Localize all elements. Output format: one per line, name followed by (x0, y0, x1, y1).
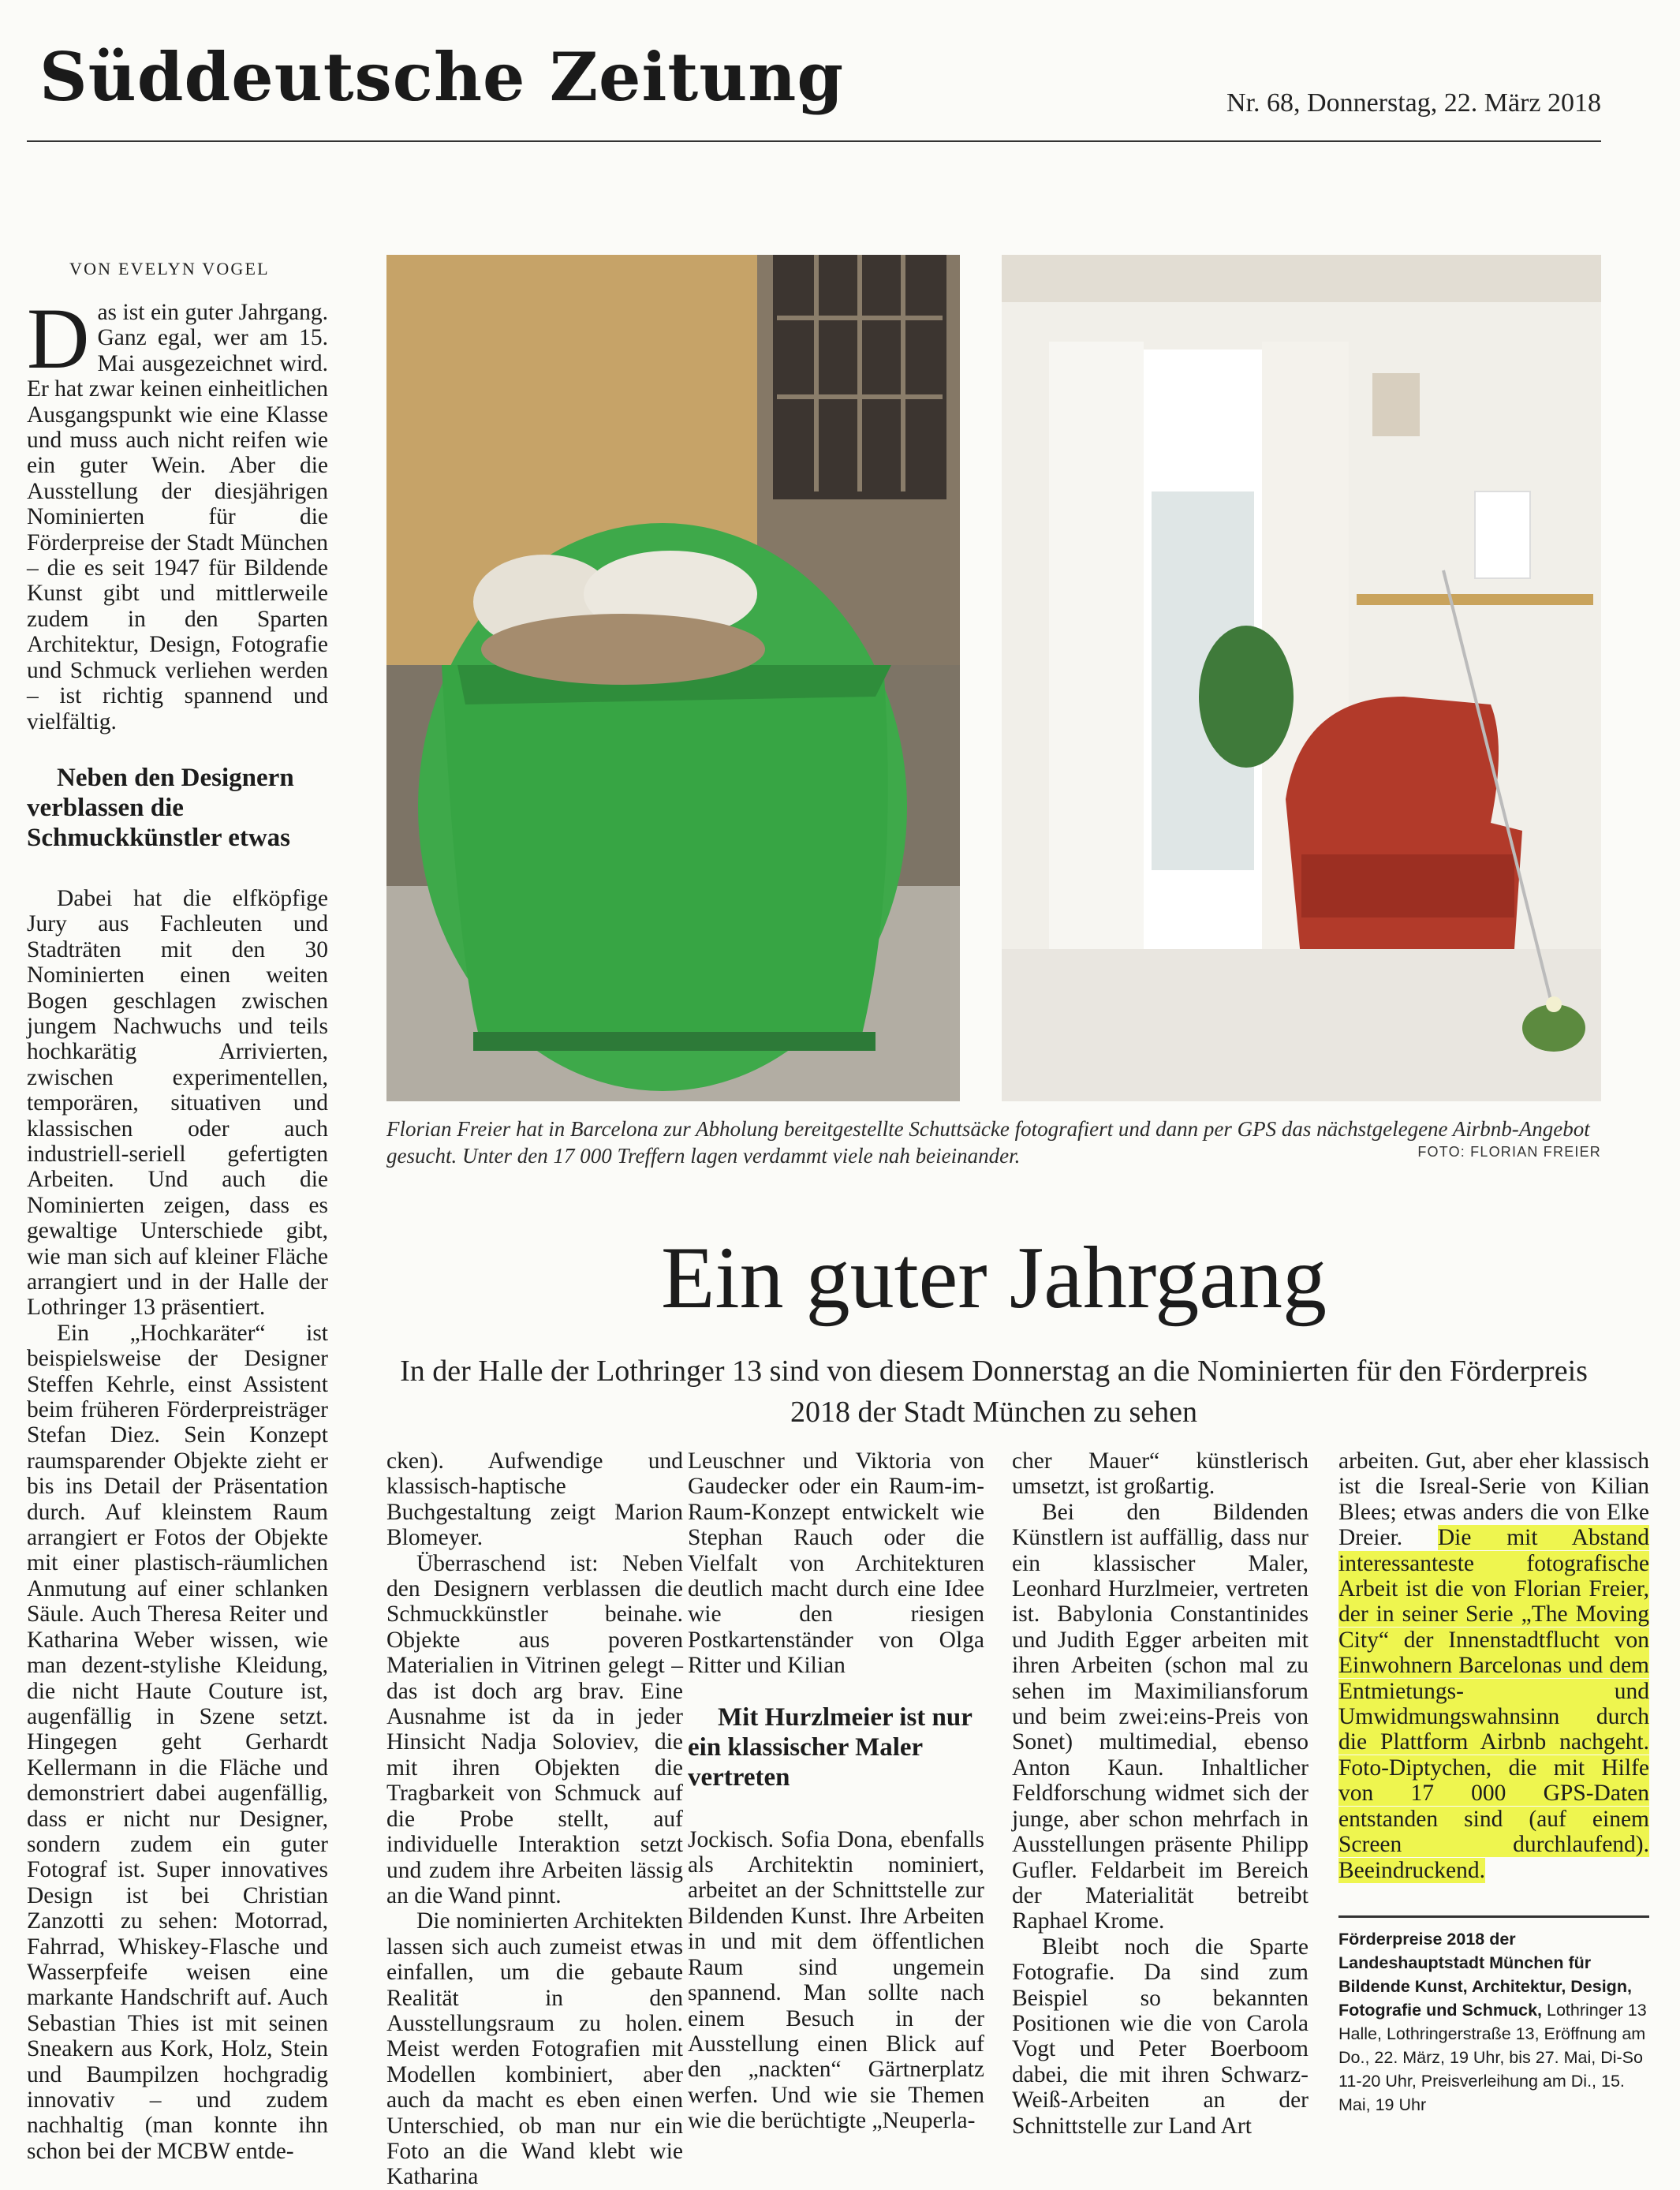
photo-credit: FOTO: FLORIAN FREIER (1417, 1144, 1601, 1160)
info-title: Förderpreise 2018 der Landeshauptstadt München für Bildende Kunst, Architektur, Design, Fotografie und Schmuck, (1338, 1930, 1632, 2020)
lead-text: as ist ein guter Jahrgang. Ganz egal, wer am 15. Mai ausgezeichnet wird. Er hat zwar keinen einheitlichen Ausgangspunkt wie eine Klasse und muss auch nicht reifen wie ein guter Wein. Aber die Ausstellung der diesjährigen Nominierten für die Förderpreise der Stadt München – die es seit 1947 für Bildende Kunst gibt und mittlerweile zudem in den Sparten Architektur, Design, Fotografie und Schmuck verliehen werden – ist richtig spannend und vielfältig. (27, 300, 328, 734)
deck: In der Halle der Lothringer 13 sind von diesem Donnerstag an die Nominierten für den Förderpreis 2018 der Stadt München zu sehen (400, 1355, 1588, 1429)
drop-cap: D (27, 290, 90, 387)
paragraph: Bei den Bildenden Künstlern ist auffällig, dass nur ein klassischer Maler, Leonhard Hurzlmeier, vertreten ist. Babylonia Constantinides und Judith Egger arbeiten mit ihren Arbeiten (schon mal zu sehen im Maximiliansforum und beim zwei:eins-Preis von Sonet) multimedial, ebenso Anton Kaun. Inhaltlicher Feldforschung widmet sich der junge, aber schon mehrfach in Ausstellungen präsente Philipp Gufler. Feldarbeit im Bereich der Materialität betreibt Raphael Krome. (1012, 1499, 1309, 1934)
paragraph: Die nominierten Architekten lassen sich auch zumeist etwas einfallen, um die gebaute Realität in den Ausstellungsraum zu holen. Meist werden Fotografien mit Modellen kombiniert, aber auch da macht es eben einen Unterschied, ob man nur ein Foto an die Wand klebt wie Katharina (386, 1908, 683, 2190)
paragraph: Bleibt noch die Sparte Fotografie. Da sind zum Beispiel so bekannten Positionen wie die von Carola Vogt und Peter Boerboom dabei, die mit ihren Schwarz-Weiß-Arbeiten an der Schnittstelle zur Land Art (1012, 1934, 1309, 2139)
byline: VON EVELYN VOGEL (69, 259, 270, 278)
text-plain: arbeiten. Gut, aber eher klassisch ist die Isreal-Serie von Kilian Blees; etwas anders die von Elke Dreier. (1338, 1448, 1649, 1551)
masthead-logo: Süddeutsche Zeitung (39, 38, 845, 116)
header-rule (27, 140, 1601, 142)
paragraph: Leuschner und Viktoria von Gaudecker oder ein Raum-im-Raum-Konzept entwickelt wie Stephan Rauch oder die Vielfalt von Architekturen deutlich macht durch eine Idee wie den riesigen Postkartenständer von Olga Ritter und Kilian (688, 1448, 984, 1679)
issue-info: Nr. 68, Donnerstag, 22. März 2018 (1226, 88, 1601, 118)
caption-text: Florian Freier hat in Barcelona zur Abholung bereitgestellte Schuttsäcke fotografiert und dann per GPS das nächstgelegene Airbnb-Angebot gesucht. Unter den 17 000 Treffern lagen verdammt viele nah beieinander. (386, 1117, 1590, 1168)
column-5 (1338, 1448, 1649, 1883)
highlighted-text: Die mit Abstand interessanteste fotografische Arbeit ist die von Florian Freier, der in seiner Serie „The Moving City“ der Innenstadtflucht von Einwohnern Barcelonas und dem Entmietungs- und Umwidmungswahnsinn durch die Plattform Airbnb nachgeht. Foto-Diptychen, die mit Hilfe von 17 000 GPS-Daten entstanden sind (auf einem Screen durchlaufend). Beeindruckend. (1338, 1525, 1649, 1883)
column-1 (27, 290, 328, 2164)
rubble-sack-illustration (386, 255, 960, 1101)
subhead-1: Neben den Designern verblassen die Schmuckkünstler etwas (27, 763, 294, 852)
living-room-illustration (1002, 255, 1601, 1101)
column-4 (1012, 1448, 1309, 2139)
paragraph: cher Mauer“ künstlerisch umsetzt, ist großartig. (1012, 1448, 1309, 1500)
info-details: Lothringer 13 Halle, Lothringerstraße 13, Eröffnung am Do., 22. März, 19 Uhr, bis 27. Mai, Di-So 11-20 Uhr, Preisverleihung am Di., 15. Mai, 19 Uhr (1338, 2001, 1647, 2114)
paragraph (1338, 1448, 1649, 1883)
photo-caption (386, 1116, 1601, 1169)
headline: Ein guter Jahrgang (661, 1229, 1327, 1327)
subhead-2: Mit Hurzlmeier ist nur ein klassischer Maler vertreten (688, 1702, 973, 1792)
lead-paragraph (27, 290, 328, 734)
paragraph: Überraschend ist: Neben den Designern verblassen die Schmuckkünstler beinahe. Objekte aus poveren Materialien in Vitrinen gelegt – das ist doch arg brav. Eine Ausnahme ist da in jeder Hinsicht Nadja Soloviev, die mit ihren Objekten die Tragbarkeit von Schmuck auf die Probe stellt, auf individuelle Interaktion setzt und zudem ihre Arbeiten lässig an die Wand pinnt. (386, 1550, 683, 1908)
column-3 (688, 1448, 984, 2134)
column-2 (386, 1448, 683, 2190)
info-box (1338, 1915, 1649, 2117)
paragraph: Ein „Hochkaräter“ ist beispielsweise der Designer Steffen Kehrle, einst Assistent beim früheren Förderpreisträger Stefan Diez. Sein Konzept raumsparender Objekte zieht er bis ins Detail der Präsentation durch. Auf kleinstem Raum arrangiert er Fotos der Objekte mit einer plastisch-räumlichen Anmutung auf einer schlanken Säule. Auch Theresa Reiter und Katharina Weber wissen, wie man dezent-stylishe Kleidung, die nicht Haute Couture ist, augenfällig in Szene setzt. Hingegen geht Gerhardt Kellermann in die Fläche und demonstriert dabei augenfällig, dass er nicht nur Designer, sondern zudem ein guter Fotograf ist. Super innovatives Design ist bei Christian Zanzotti zu sehen: Motorrad, Fahrrad, Whiskey-Flasche und Wasserpfeife weisen eine markante Handschrift auf. Auch Sebastian Thies ist mit seinen Sneakern aus Kork, Holz, Stein und Baumpilzen hochgradig innovativ – und zudem nachhaltig (man konnte ihn schon bei der MCBW entde- (27, 1320, 328, 2164)
photo-rubble-sack (386, 255, 960, 1101)
photo-airbnb-living-room (1002, 255, 1601, 1101)
paragraph: cken). Aufwendige und klassisch-haptische Buchgestaltung zeigt Marion Blomeyer. (386, 1448, 683, 1551)
paragraph: Dabei hat die elfköpfige Jury aus Fachleuten und Stadträten mit den 30 Nominierten einen weiten Bogen geschlagen zwischen jungem Nachwuchs und teils hochkarätig Arrivierten, zwischen experimentellen, temporären, situativen und klassischen oder auch industriell-seriell gefertigten Arbeiten. Und auch die Nominierten zeigen, dass es gewaltige Unterschiede gibt, wie man sich auf kleiner Fläche arrangiert und in der Halle der Lothringer 13 präsentiert. (27, 885, 328, 1321)
paragraph: Jockisch. Sofia Dona, ebenfalls als Architektin nominiert, arbeitet an der Schnittstelle zur Bildenden Kunst. Ihre Arbeiten in und mit dem öffentlichen Raum sind ungemein spannend. Man sollte nach einem Besuch in der Ausstellung einen Blick auf den „nackten“ Gärtnerplatz werfen. Und wie sie Themen wie die berüchtigte „Neuperla- (688, 1826, 984, 2134)
